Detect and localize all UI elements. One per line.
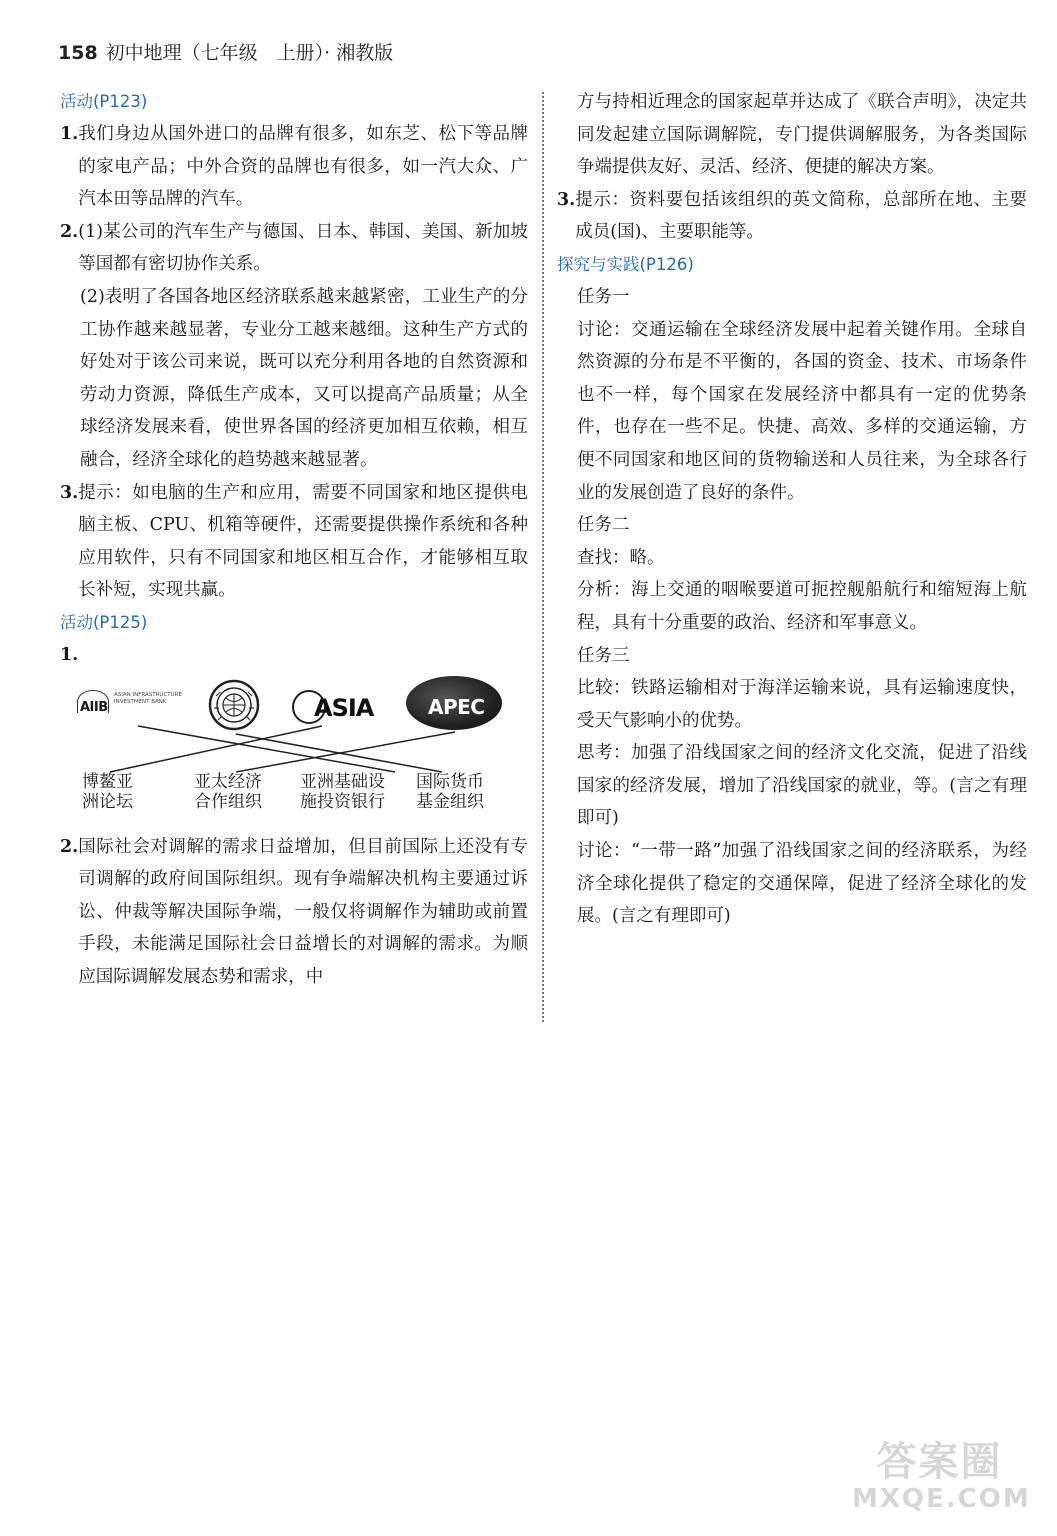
answer-item-3-p125 xyxy=(557,184,1027,249)
answer-item-2 xyxy=(60,216,528,281)
answer-item-3 xyxy=(60,477,528,607)
task-1-heading: 任务一 xyxy=(577,286,630,307)
task-2-analysis: 分析：海上交通的咽喉要道可扼控舰船航行和缩短海上航程，具有十分重要的政治、经济和军事意义。 xyxy=(577,580,1027,633)
item-number: 2. xyxy=(60,836,79,857)
label-apec: 亚太经济 合作组织 xyxy=(194,771,262,812)
item-number: 1. xyxy=(60,124,79,144)
item-text: 提示：如电脑的生产和应用，需要不同国家和地区提供电脑主板、CPU、机箱等硬件，还需要提供操作系统和各种应用软件，只有不同国家和地区相互合作，才能够相互取长补短，实现共赢。 xyxy=(78,482,528,601)
item-text: 我们身边从国外进口的品牌有很多，如东芝、松下等品牌的家电产品；中外合资的品牌也有很多，如一汽大众、广汽本田等品牌的汽车。 xyxy=(78,124,528,210)
item-text: 国际社会对调解的需求日益增加，但目前国际上还没有专司调解的政府间国际组织。现有争端解决机构主要通过诉讼、仲裁等解决国际争端，一般仅将调解作为辅助或前置手段，未能满足国际社会日益增长的对调解的需求。为顺应国际调解发展态势和需求，中 xyxy=(78,836,528,987)
answer-item-1-p125 xyxy=(60,639,528,672)
apec-logo xyxy=(406,676,504,732)
answer-item-2-p125 xyxy=(60,831,528,994)
logo-matching-figure xyxy=(60,676,530,831)
section-title-p123: 活动(P123) xyxy=(60,92,148,111)
answer-item-2-part-2: (2)表明了各国各地区经济联系越来越紧密，工业生产的分工协作越来越显著，专业分工越来越细。这种生产方式的好处对于该公司来说，既可以充分利用各地的自然资源和劳动力资源，降低生产成本，又可以提高产品质量；从全球经济发展来看，使世界各国的经济更加相互依赖，相互融合，经济全球化的趋势越来越显著。 xyxy=(80,286,528,470)
section-title-p125: 活动(P125) xyxy=(60,612,148,632)
item-number: 3. xyxy=(557,189,576,210)
watermark-chinese: 答案圈 xyxy=(876,1439,1003,1485)
asia-text: ASIA xyxy=(314,693,374,722)
task-3-heading: 任务三 xyxy=(577,645,630,666)
book-title: 初中地理（七年级 上册）· 湘教版 xyxy=(105,42,394,64)
task-2-find: 查找：略。 xyxy=(577,547,665,568)
task-3-discussion: 讨论：“一带一路”加强了沿线国家之间的经济联系，为经济全球化提供了稳定的交通保障，促进了经济全球化的发展。(言之有理即可) xyxy=(577,841,1027,927)
task-1-discussion: 讨论：交通运输在全球经济发展中起着关键作用。全球自然资源的分布是不平衡的，各国的资金、技术、市场条件也不一样，每个国家在发展经济中都具有一定的优势条件，也存在一些不足。快捷、高效、多样的交通运输，方便不同国家和地区间的货物输送和人员往来，为全球各行业的发展创造了良好的条件。 xyxy=(577,319,1027,503)
aiib-subtitle: ASIAN INFRASTRUCTURE INVESTMENT BANK xyxy=(114,691,182,705)
page-header xyxy=(58,38,393,65)
watermark-domain: MXQE.COM xyxy=(852,1484,1031,1514)
page-number: 158 xyxy=(58,42,98,64)
aiib-logo xyxy=(80,690,195,724)
site-watermark xyxy=(852,1439,1031,1518)
match-line-aiib xyxy=(138,726,395,772)
item-text: 提示：资料要包括该组织的英文简称，总部所在地、主要成员(国)、主要职能等。 xyxy=(575,189,1027,243)
label-boao-forum: 博鳌亚 洲论坛 xyxy=(82,771,133,812)
item-number: 2. xyxy=(60,221,79,242)
task-3-compare: 比较：铁路运输相对于海洋运输来说，具有运输速度快，受天气影响小的优势。 xyxy=(577,678,1027,731)
apec-text: APEC xyxy=(428,694,485,719)
left-column xyxy=(60,86,528,993)
aiib-mark: AIIB xyxy=(80,692,108,725)
label-aiib: 亚洲基础设 施投资银行 xyxy=(300,771,385,812)
answer-item-1 xyxy=(60,118,528,216)
imf-seal-logo xyxy=(208,676,260,734)
right-column xyxy=(557,86,1027,933)
boao-forum-logo xyxy=(292,686,384,726)
item-number: 1. xyxy=(60,644,79,665)
answer-item-2-continued: 方与持相近理念的国家起草并达成了《联合声明》，决定共同发起建立国际调解院，专门提供调解服务，为各类国际争端提供友好、灵活、经济、便捷的解决方案。 xyxy=(577,92,1027,178)
section-title-p126: 探究与实践(P126) xyxy=(557,254,694,274)
task-2-heading: 任务二 xyxy=(577,515,630,536)
label-imf: 国际货币 基金组织 xyxy=(416,771,484,812)
task-3-think: 思考：加强了沿线国家之间的经济文化交流，促进了沿线国家的经济发展，增加了沿线国家的就业，等。(言之有理即可) xyxy=(577,743,1027,829)
item-text: (1)某公司的汽车生产与德国、日本、韩国、美国、新加坡等国都有密切协作关系。 xyxy=(78,221,528,275)
item-number: 3. xyxy=(60,482,79,503)
column-divider xyxy=(542,92,544,1022)
